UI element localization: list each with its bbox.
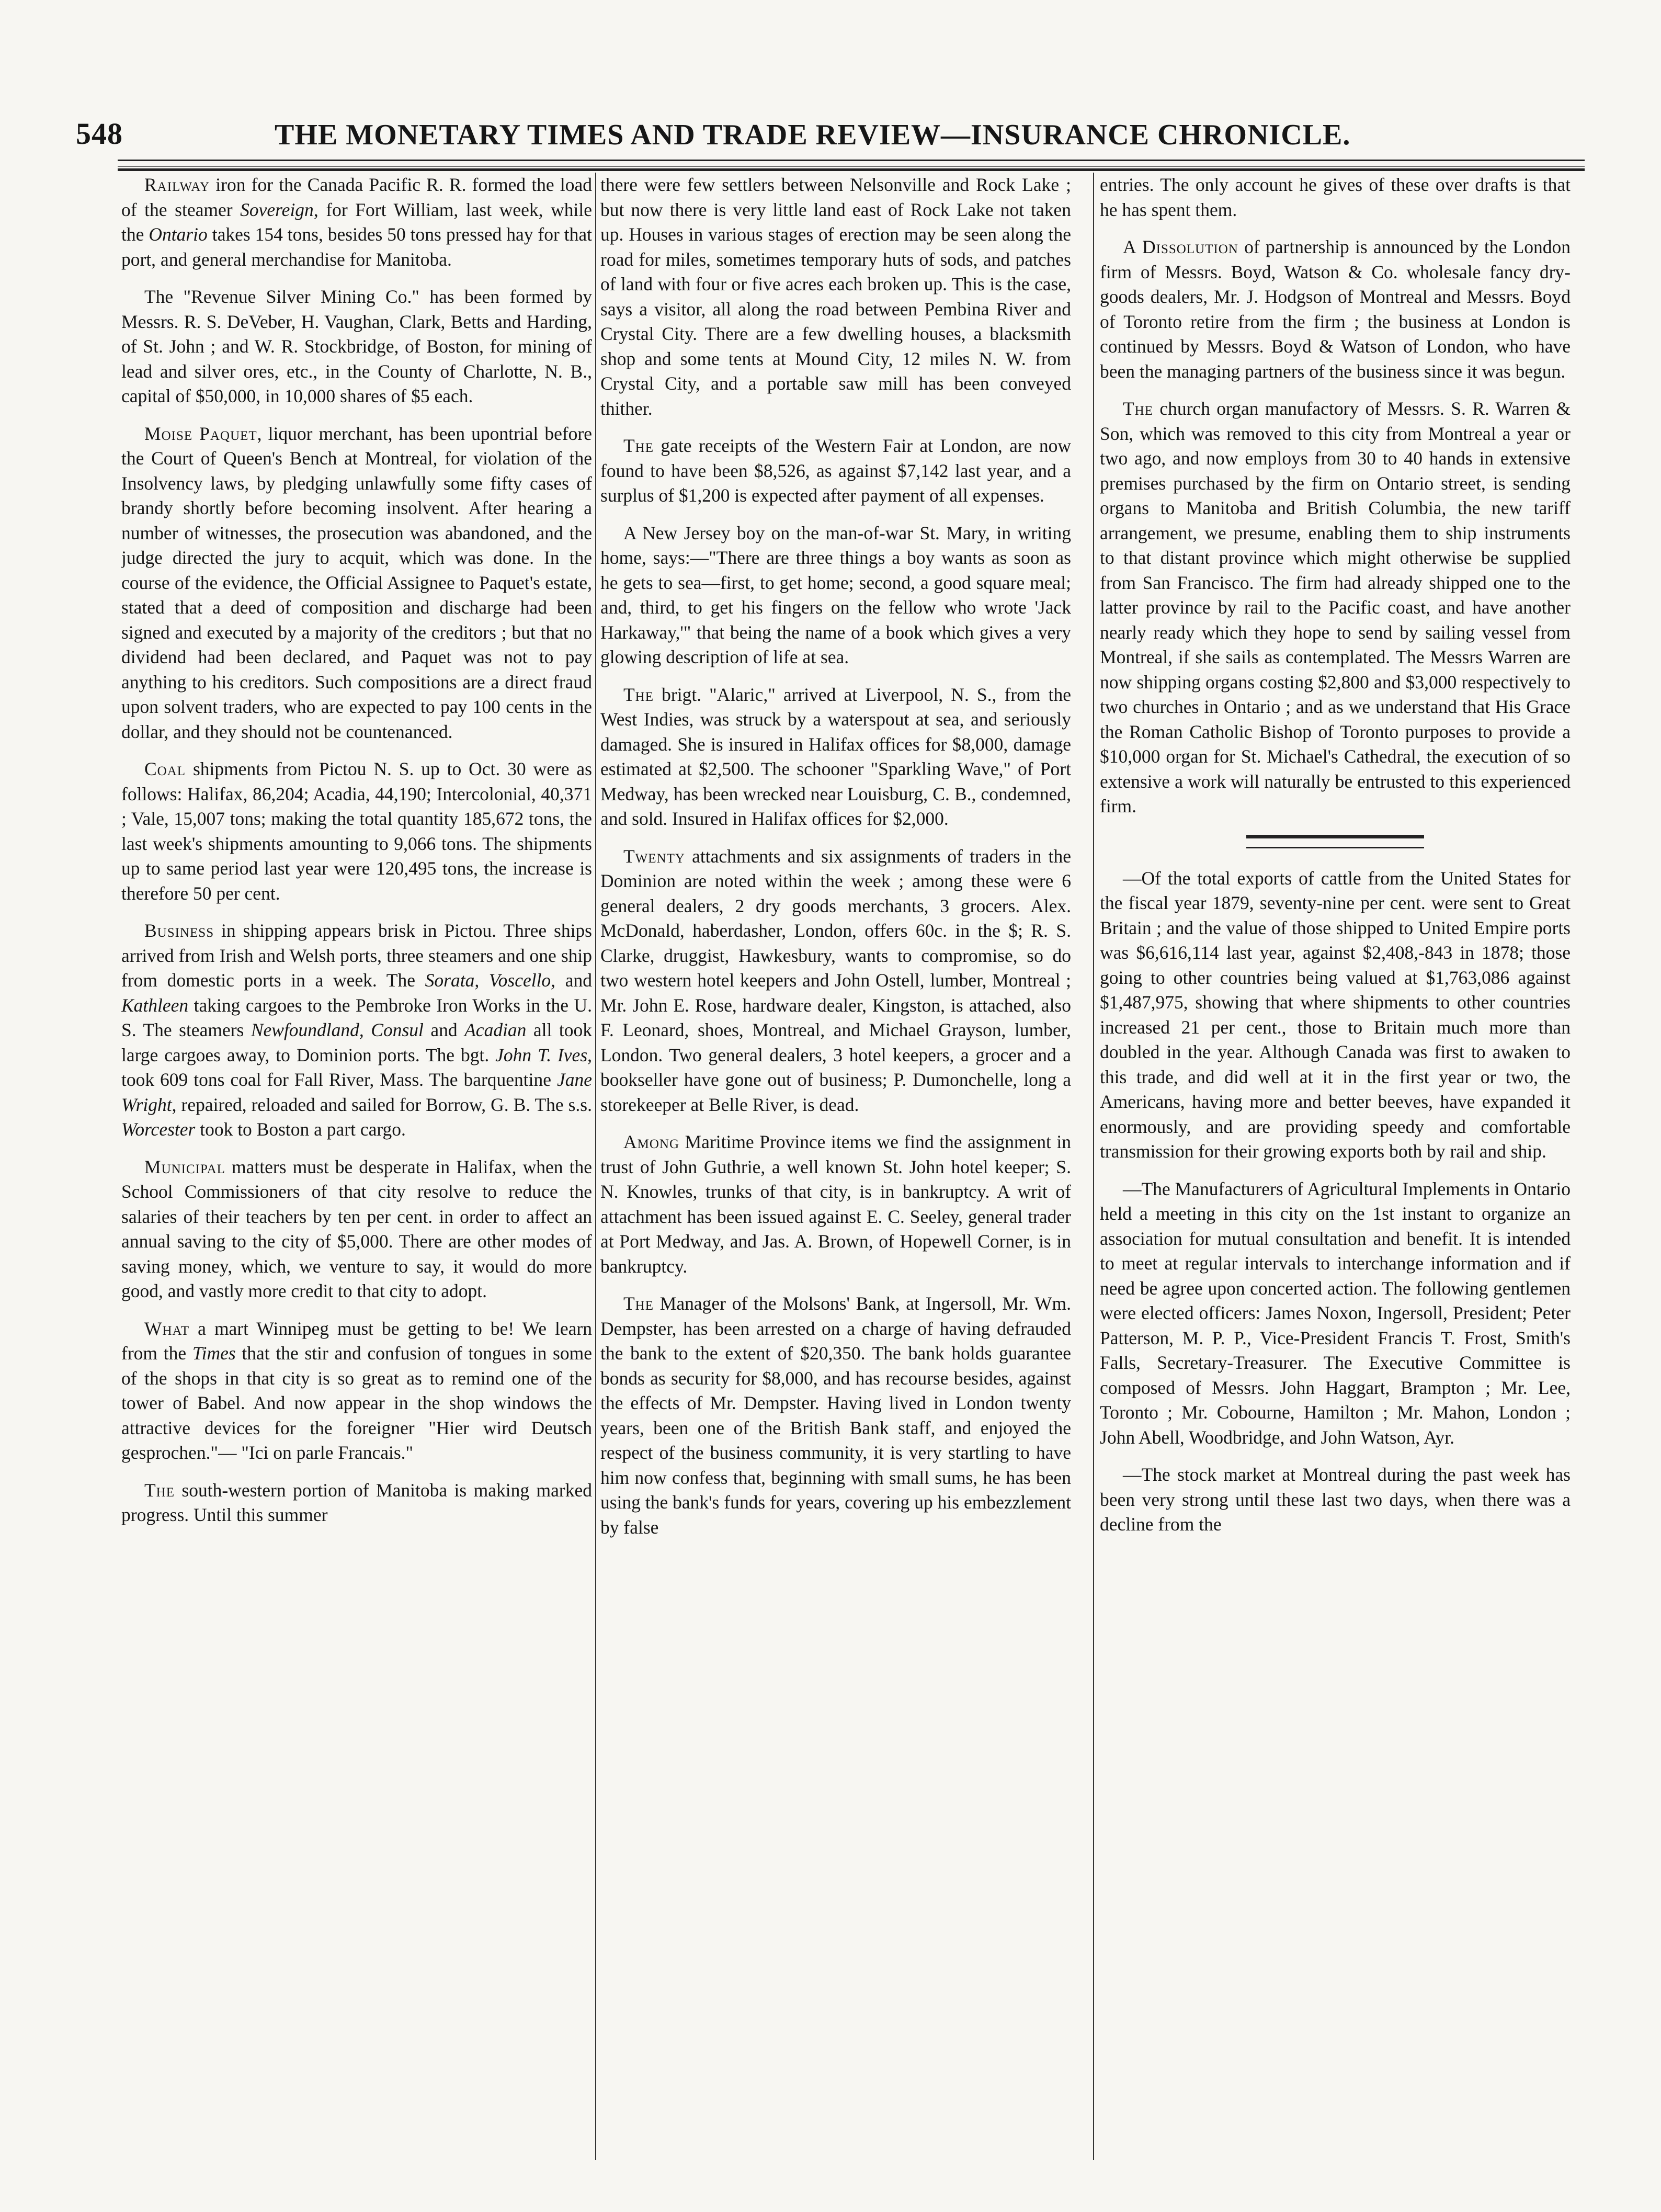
article-new-jersey-boy: A New Jersey boy on the man-of-war St. Mary, in writing home, says:—"There are three things a boy wants as soon as he gets to sea—first, to get home; second, a good square meal; and, third, to get his fingers on the fellow who wrote 'Jack Harkaway,'" that being the name of a book which gives a very glowing description of life at sea. (600, 522, 1071, 667)
article-shipping-pictou: Business in shipping appears brisk in Pictou. Three ships arrived from Irish and Welsh ports, three steamers and one ship from domestic ports in a week. The Sorata, Voscello, and Kathleen taking cargoes to the Pembroke Iron Works in the U. S. The steamers Newfoundland, Consul and Acadian all took large cargoes away, to Dominion ports. The bgt. John T. Ives, took 609 tons coal for Fall River, Mass. The barquentine Jane Wright, repaired, reloaded and sailed for Borrow, G. B. The s.s. Worcester took to Boston a part cargo. (121, 920, 592, 1140)
article-maritime-province: Among Maritime Province items we find the assignment in trust of John Guthrie, a well known St. John hotel keeper; S. N. Knowles, trunks of that city, is in bankruptcy. A writ of attachment has been issued against E. C. Seeley, general trader at Port Medway, and Jas. A. Brown, of Hopewell Corner, is in bankruptcy. (600, 1131, 1071, 1277)
page-header (76, 116, 1582, 158)
article-stock-market: —The stock market at Montreal during the past week has been very strong until these last two days, when there was a decline from the (1100, 1464, 1571, 1535)
column-1 (121, 173, 592, 2181)
header-rule (118, 160, 1585, 167)
page-number: 548 (76, 117, 123, 151)
column-divider (1093, 173, 1094, 2160)
article-municipal-halifax: Municipal matters must be desperate in Halifax, when the School Commissioners of that city resolve to reduce the salaries of their teachers by ten per cent. in order to affect an annual saving to the city of $5,000. There are other modes of saving money, which, we venture to say, it would do more good, and vastly more credit to that city to adopt. (121, 1156, 592, 1301)
article-winnipeg: What a mart Winnipeg must be getting to be! We learn from the Times that the stir and confusion of tongues in some of the shops in that city is so great as to remind one of the tower of Babel. And now appear in the shop windows the attractive devices for the foreigner "Hier wird Deutsch gesprochen."— "Ici on parle Francais." (121, 1318, 592, 1463)
header-rule-thick (118, 168, 1585, 171)
article-bank-continued: entries. The only account he gives of these over drafts is that he has spent them. (1100, 174, 1571, 220)
article-attachments-assignments: Twenty attachments and six assignments of traders in the Dominion are noted within the week ; among these were 6 general dealers, 2 dry goods merchants, 3 grocers. Alex. McDonald, haberdasher, London, offers 60c. in the $; R. S. Clarke, druggist, Hawkesbury, wants to compromise, so do two western hotel keepers and John Ostell, lumber, Montreal ; Mr. John E. Rose, hardware dealer, Kingston, is attached, also F. Leonard, shoes, Montreal, and Michael Grayson, lumber, London. Two general dealers, 3 hotel keepers, a grocer and a bookseller have gone out of business; P. Dumonchelle, long a storekeeper at Belle River, is dead. (600, 845, 1071, 1115)
masthead-title: THE MONETARY TIMES AND TRADE REVIEW—INSURANCE CHRONICLE. (275, 119, 1351, 151)
column-divider (595, 173, 596, 2160)
article-agricultural-implements: —The Manufacturers of Agricultural Implements in Ontario held a meeting in this city on the 1st instant to organize an association for mutual consultation and benefit. It is intended to meet at regular intervals to interchange information and if need be agree upon concerted action. The following gentlemen were elected officers: James Noxon, Ingersoll, President; Peter Patterson, M. P. P., Vice-President Francis T. Frost, Smith's Falls, Secretary-Treasurer. The Executive Committee is composed of Messrs. John Haggart, Brampton ; Mr. Lee, Toronto ; Mr. Cobourne, Hamilton ; Mr. Mahon, London ; John Abell, Woodbridge, and John Watson, Ayr. (1100, 1178, 1571, 1448)
column-3 (1100, 173, 1571, 2181)
article-western-fair: The gate receipts of the Western Fair at London, are now found to have been $8,526, as against $7,142 last year, and a surplus of $1,200 is expected after payment of all expenses. (600, 435, 1071, 506)
column-2 (600, 173, 1071, 2181)
article-cattle-exports: —Of the total exports of cattle from the United States for the fiscal year 1879, seventy-nine per cent. were sent to Great Britain ; and the value of those shipped to United Empire ports was $6,616,114 last year, against $2,408,-843 in 1878; those going to other countries being valued at $1,763,086 against $1,487,975, showing that where shipments to other countries increased 21 per cent., those to Britain much more than doubled in the year. Although Canada was first to awaken to this trade, and did well at it in the first year or two, the Americans, having more and better beeves, have expanded it enormously, and are providing speedy and comfortable transmission for their growing exports both by rail and ship. (1100, 867, 1571, 1162)
article-manitoba-progress: The south-western portion of Manitoba is making marked progress. Until this summer (121, 1479, 592, 1525)
article-dissolution: A Dissolution of partnership is announced by the London firm of Messrs. Boyd, Watson & Co. wholesale fancy dry-goods dealers, Mr. J. Hodgson of Montreal and Messrs. Boyd of Toronto retire from the firm ; the business at London is continued by Messrs. Boyd & Watson of London, who have been the managing partners of the business since it was begun. (1100, 236, 1571, 382)
article-manitoba-continued: there were few settlers between Nelsonville and Rock Lake ; but now there is very little land east of Rock Lake not taken up. Houses in various stages of erection may be seen along the road for miles, sometimes temporary huts of sods, and patches of land with four or five acres each broken up. This is the case, says a visitor, all along the road between Pembina River and Crystal City. There are a few dwelling houses, a blacksmith shop and some tents at Mound City, 12 miles N. W. from Crystal City, and a portable saw mill has been conveyed thither. (600, 174, 1071, 419)
article-moise-paquet: Moise Paquet, liquor merchant, has been upontrial before the Court of Queen's Bench at Montreal, for violation of the Insolvency laws, by pledging unlawfully some fifty cases of brandy shortly before becoming insolvent. After hearing a number of witnesses, the prosecution was abandoned, and the judge directed the jury to acquit, which was done. In the course of the evidence, the Official Assignee to Paquet's estate, stated that a deed of composition and discharge had been signed and executed by a majority of the creditors ; but that no dividend had been declared, and Paquet was not to pay anything to his creditors. Such compositions are a direct fraud upon solvent traders, who are expected to pay 100 cents in the dollar, and they should not be countenanced. (121, 423, 592, 742)
section-divider-ornament (1246, 835, 1424, 848)
article-molsons-bank: The Manager of the Molsons' Bank, at Ingersoll, Mr. Wm. Dempster, has been arrested on a charge of having defrauded the bank to the extent of $20,350. The bank holds guarantee bonds as security for $8,000, and has recourse besides, against the effects of Mr. Dempster. Having lived in London twenty years, been one of the British Bank staff, and enjoyed the respect of the business community, it is very startling to have him now confess that, beginning with small sums, he has been using the bank's funds for years, covering up his embezzlement by false (600, 1293, 1071, 1538)
article-brigt-alaric: The brigt. "Alaric," arrived at Liverpool, N. S., from the West Indies, was struck by a waterspout at sea, and seriously damaged. She is insured in Halifax offices for $8,000, damage estimated at $2,500. The schooner "Sparkling Wave," of Port Medway, has been wrecked near Louisburg, C. B., condemned, and sold. Insured in Halifax offices for $2,000. (600, 684, 1071, 829)
article-coal-shipments: Coal shipments from Pictou N. S. up to Oct. 30 were as follows: Halifax, 86,204; Acadia, 44,190; Intercolonial, 40,371 ; Vale, 15,007 tons; making the total quantity 185,672 tons, the last week's shipments amounting to 9,066 tons. The shipments up to same period last year were 120,495 tons, the increase is therefore 50 per cent. (121, 758, 592, 904)
article-revenue-silver-mining: The "Revenue Silver Mining Co." has been formed by Messrs. R. S. DeVeber, H. Vaughan, Clark, Betts and Harding, of St. John ; and W. R. Stockbridge, of Boston, for mining of lead and silver ores, etc., in the County of Charlotte, N. B., capital of $50,000, in 10,000 shares of $5 each. (121, 286, 592, 406)
article-church-organ: The church organ manufactory of Messrs. S. R. Warren & Son, which was removed to this city from Montreal a year or two ago, and now employs from 30 to 40 hands in extensive premises purchased by the firm on Ontario street, is sending organs to Manitoba and British Columbia, the new tariff arrangement, we presume, enabling them to ship instruments to that distant province which might otherwise be supplied from San Francisco. The firm had already shipped one to the latter province by rail to the Pacific coast, and have another nearly ready which they hope to send by sailing vessel from Montreal, if she sails as contemplated. The Messrs Warren are now shipping organs costing $2,800 and $3,000 respectively to two churches in Ontario ; and as we understand that His Grace the Roman Catholic Bishop of Toronto purposes to provide a $10,000 organ for St. Michael's Cathedral, the execution of so extensive a work will naturally be entrusted to this experienced firm. (1100, 398, 1571, 816)
article-railway-iron: Railway iron for the Canada Pacific R. R. formed the load of the steamer Sovereign, for Fort William, last week, while the Ontario takes 154 tons, besides 50 tons pressed hay for that port, and general merchandise for Manitoba. (121, 174, 592, 270)
